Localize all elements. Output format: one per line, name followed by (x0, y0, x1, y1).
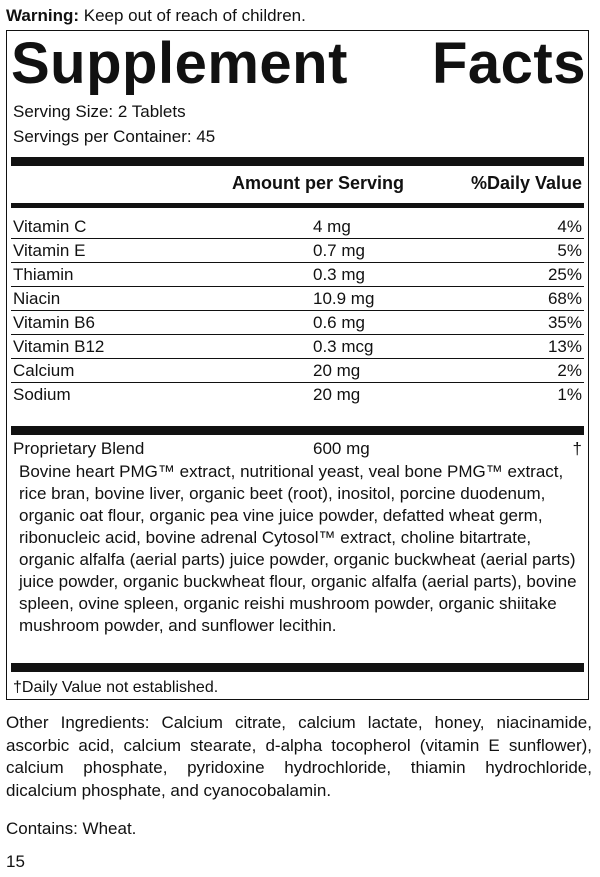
panel-title (11, 31, 586, 97)
warning-body: Keep out of reach of children. (79, 6, 306, 25)
nutrient-row (11, 215, 584, 239)
nutrient-name: Vitamin B6 (13, 313, 95, 332)
allergen-statement: Contains: Wheat. (6, 819, 137, 838)
nutrient-amount: 20 mg (313, 361, 361, 380)
nutrient-daily-value: 1% (557, 385, 582, 404)
nutrient-row (11, 263, 584, 287)
nutrient-row (11, 311, 584, 335)
serving-size: Serving Size: 2 Tablets (13, 102, 186, 121)
nutrient-name: Thiamin (13, 265, 74, 284)
nutrient-daily-value: 5% (557, 241, 582, 260)
proprietary-blend-row (11, 437, 584, 460)
other-ingredients: Other Ingredients: Calcium citrate, calcium lactate, honey, niacinamide, ascorbic acid, calcium stearate, d-alpha tocopherol (vitamin E sunflower), calcium phosphate, pyridoxine hydrochloride, thiamin hydrochloride, dicalcium phosphate, and cyanocobalamin. (6, 713, 592, 800)
nutrient-amount: 0.3 mg (313, 265, 365, 284)
nutrient-amount: 4 mg (313, 217, 351, 236)
daily-value-header: %Daily Value (470, 173, 582, 193)
nutrient-row (11, 335, 584, 359)
nutrient-daily-value: 2% (557, 361, 582, 380)
nutrient-name: Niacin (13, 289, 61, 308)
blend-daily-value: † (572, 439, 582, 458)
nutrient-name: Vitamin C (13, 217, 87, 236)
nutrient-row (11, 359, 584, 383)
nutrient-amount: 0.6 mg (313, 313, 365, 332)
daily-value-footnote: †Daily Value not established. (13, 679, 219, 696)
supplement-facts-panel (6, 30, 589, 700)
nutrient-name: Vitamin E (13, 241, 86, 260)
warning-label: Warning: (6, 6, 80, 25)
nutrient-name: Calcium (13, 361, 75, 380)
warning-text (6, 6, 306, 26)
thick-divider-bottom (11, 663, 584, 672)
nutrient-amount: 0.3 mcg (313, 337, 374, 356)
nutrient-daily-value: 13% (547, 337, 582, 356)
nutrient-daily-value: 25% (547, 265, 582, 284)
thick-divider-header (11, 203, 584, 208)
nutrient-row (11, 383, 584, 406)
nutrient-row (11, 239, 584, 263)
thick-divider-top (11, 157, 584, 166)
nutrient-name: Sodium (13, 385, 71, 404)
blend-amount: 600 mg (313, 439, 370, 458)
title-word-facts: Facts (431, 31, 586, 96)
nutrient-daily-value: 35% (547, 313, 582, 332)
page-number: 15 (6, 852, 25, 871)
blend-ingredients: Bovine heart PMG™ extract, nutritional yeast, veal bone PMG™ extract, rice bran, bovine liver, organic beet (root), inositol, porcine duodenum, organic oat flour, organic pea vine juice powder, defatted wheat germ, ribonucleic acid, bovine adrenal Cytosol™ extract, choline bitartrate, organic alfalfa (aerial parts) juice powder, organic buckwheat (aerial parts) juice powder, organic buckwheat flour, organic alfalfa (aerial parts), bovine spleen, ovine spleen, organic reishi mushroom powder, organic shiitake mushroom powder, and sunflower lecithin. (19, 462, 577, 635)
thick-divider-blend (11, 426, 584, 435)
nutrient-amount: 0.7 mg (313, 241, 365, 260)
nutrient-daily-value: 4% (557, 217, 582, 236)
title-word-supplement: Supplement (11, 31, 348, 96)
nutrient-amount: 20 mg (313, 385, 361, 404)
nutrient-row (11, 287, 584, 311)
servings-per-container: Servings per Container: 45 (13, 127, 216, 146)
amount-per-serving-header: Amount per Serving (232, 173, 405, 193)
nutrient-daily-value: 68% (547, 289, 582, 308)
nutrient-amount: 10.9 mg (313, 289, 375, 308)
blend-name: Proprietary Blend (13, 439, 145, 458)
nutrient-name: Vitamin B12 (13, 337, 105, 356)
